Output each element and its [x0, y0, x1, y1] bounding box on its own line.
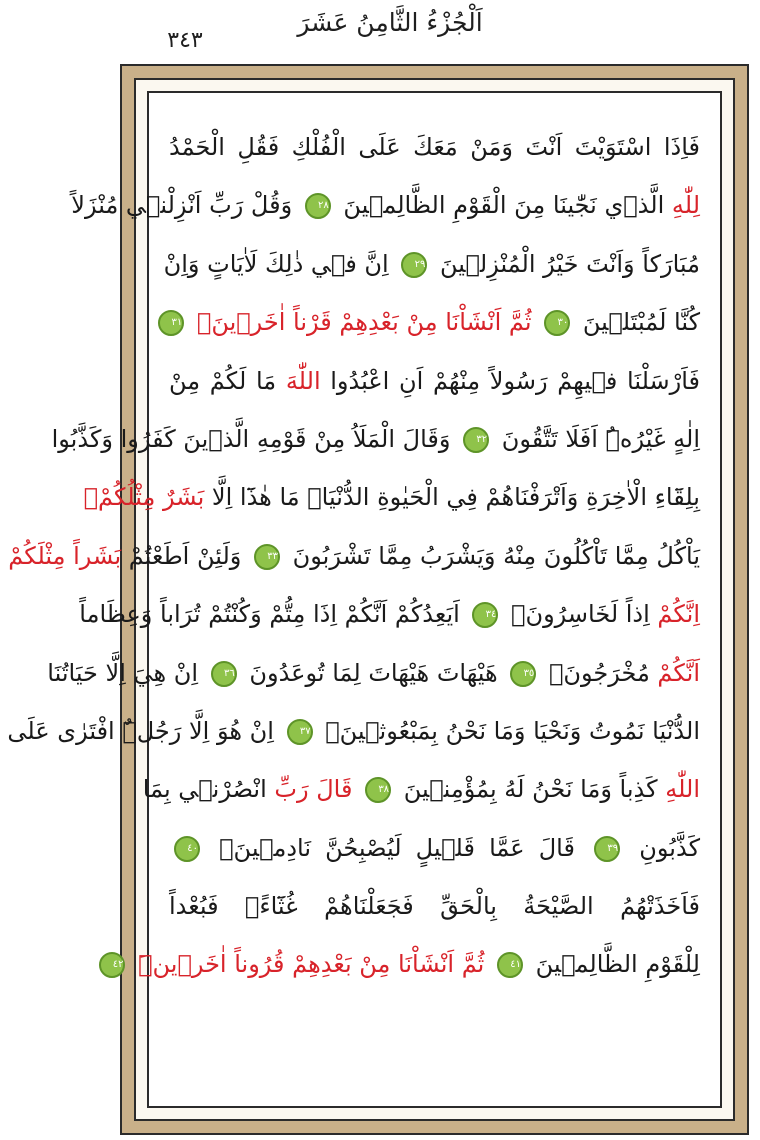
ayah-number-marker: ٣٤	[472, 602, 498, 628]
verse-text: هَيْهَاتَ هَيْهَاتَ لِمَا تُوعَدُونَ	[241, 658, 506, 687]
verse-text: بِلِقَٓاءِ الْاٰخِرَةِ وَاَتْرَفْنَاهُمْ فِي الْحَيٰوةِ الدُّنْيَاۙ مَا هٰذَٓا اِلَّا	[204, 483, 700, 512]
ayah-number-marker: ٣٦	[211, 661, 237, 687]
verse-text: كَذِباً وَمَا نَحْنُ لَهُ بِمُؤْمِن۪ينَ	[396, 775, 666, 804]
verse-text: كَذَّبُونِ	[625, 833, 701, 862]
verse-text: اِنَّ ف۪ي ذٰلِكَ لَاٰيَاتٍ وَاِنْ	[163, 249, 397, 278]
ayah-number-marker: ٣٢	[463, 427, 489, 453]
text-panel	[7, 91, 722, 1108]
page-frame-inner	[7, 78, 735, 1121]
ayah-number-marker: ٣٣	[254, 544, 280, 570]
ayah-number-marker: ٣٠	[544, 310, 570, 336]
verse-text: اِذاً لَخَاسِرُونَۙ	[503, 600, 658, 629]
ayah-number-marker: ٣٩	[594, 836, 620, 862]
highlighted-verse-text: لِلّٰهِ	[671, 191, 700, 220]
verse-line	[163, 235, 700, 293]
verse-text: اَيَعِدُكُمْ اَنَّكُمْ اِذَا مِتُّمْ وَكُنْتُمْ تُرَاباً وَعِظَاماً	[79, 600, 468, 629]
verse-line	[169, 352, 700, 410]
verse-text: وَقَالَ الْمَلَاُ مِنْ قَوْمِهِ الَّذ۪ينَ كَفَرُوا وَكَذَّبُوا	[51, 424, 459, 453]
ayah-number-marker: ٣٧	[287, 719, 313, 745]
page-frame	[7, 64, 749, 1135]
verse-text: وَلَئِنْ اَطَعْتُمْ	[121, 541, 250, 570]
ayah-number-marker: ٤١	[497, 952, 523, 978]
verse-text: وَقُلْ رَبِّ اَنْزِلْن۪ي مُنْزَلاً	[71, 191, 300, 220]
verse-text: مُبَارَكاً وَاَنْتَ خَيْرُ الْمُنْزِل۪ينَ	[432, 249, 700, 278]
verse-line	[169, 819, 700, 877]
highlighted-verse-text: قَالَ رَبِّ	[274, 775, 361, 804]
highlighted-verse-text: بَشَرٌ مِثْلُكُمْۙ	[83, 483, 205, 512]
highlighted-verse-text: اِنَّكُمْ	[657, 600, 700, 629]
ayah-number-marker: ٣١	[158, 310, 184, 336]
ayah-number-marker: ٣٥	[510, 661, 536, 687]
verse-line	[71, 176, 700, 234]
ayah-number-marker: ٢٩	[401, 252, 427, 278]
highlighted-verse-text: بَشَراً مِثْلَكُمْ	[8, 541, 122, 570]
verse-text: الَّذ۪ي نَجّٰينَا مِنَ الْقَوْمِ الظَّالِم۪ينَ	[335, 191, 672, 220]
verse-line	[112, 935, 700, 993]
verse-text: الدُّنْيَا نَمُوتُ وَنَحْيَا وَمَا نَحْنُ بِمَبْعُوث۪ينَۙ	[317, 716, 700, 745]
verse-line	[47, 644, 700, 702]
verse-line	[8, 527, 700, 585]
verse-line	[79, 585, 700, 643]
verse-line	[169, 293, 700, 351]
page-header	[0, 0, 760, 62]
verse-text: لِلْقَوْمِ الظَّالِم۪ينَ	[528, 950, 700, 979]
verse-text: انْصُرْن۪ي بِمَا	[142, 775, 275, 804]
highlighted-verse-text: ثُمَّ اَنْشَاْنَا مِنْ بَعْدِهِمْ قُرُوناً اٰخَر۪ينَۜ	[130, 950, 492, 979]
verse-text: يَاْكُلُ مِمَّا تَاْكُلُونَ مِنْهُ وَيَشْرَبُ مِمَّا تَشْرَبُونَ	[285, 541, 700, 570]
verse-line	[142, 760, 700, 818]
verse-text: فَاِذَا اسْتَوَيْتَ اَنْتَ وَمَنْ مَعَكَ عَلَى الْفُلْكِ فَقُلِ الْحَمْدُ	[169, 133, 700, 161]
verse-text: قَالَ عَمَّا قَل۪يلٍ لَيُصْبِحُنَّ نَادِم۪ينَۚ	[205, 833, 590, 862]
verse-line	[169, 877, 700, 935]
highlighted-verse-text: اللّٰهِ	[665, 775, 700, 804]
verse-text: مُخْرَجُونَۙ	[541, 658, 658, 687]
ayah-number-marker: ٤٢	[99, 952, 125, 978]
verse-text: اِنْ هِيَ اِلَّا حَيَاتُنَا	[47, 658, 206, 687]
verse-text: اِلٰهٍ غَيْرُهُۜ اَفَلَا تَتَّقُونَ	[494, 424, 700, 453]
ayah-number-marker: ٤٠	[174, 836, 200, 862]
verse-text: فَاَخَذَتْهُمُ الصَّيْحَةُ بِالْحَقِّ فَجَعَلْنَاهُمْ غُثَٓاءًۚ فَبُعْداً	[169, 892, 700, 921]
verse-text: مَا لَكُمْ مِنْ	[169, 366, 286, 395]
page-number: ٣٤٣	[167, 28, 203, 53]
verse-line	[7, 702, 700, 760]
juz-title: اَلْجُزْءُ الثَّامِنُ عَشَرَ	[297, 8, 483, 37]
highlighted-verse-text: ثُمَّ اَنْشَاْنَا مِنْ بَعْدِهِمْ قَرْناً اٰخَر۪ينَۚ	[189, 308, 540, 337]
verse-line	[51, 410, 700, 468]
verse-line	[169, 118, 700, 176]
highlighted-verse-text: اَنَّكُمْ	[657, 658, 700, 687]
ayah-number-marker: ٣٨	[365, 777, 391, 803]
verse-text: اِنْ هُوَ اِلَّا رَجُلٌۨ افْتَرٰى عَلَى	[7, 716, 282, 745]
ayah-number-marker: ٢٨	[305, 193, 331, 219]
highlighted-verse-text: اللّٰهَ	[285, 366, 321, 395]
verse-lines	[7, 118, 701, 994]
verse-text: كُنَّا لَمُبْتَل۪ينَ	[575, 308, 700, 337]
verse-text: فَاَرْسَلْنَا ف۪يهِمْ رَسُولاً مِنْهُمْ اَنِ اعْبُدُوا	[320, 366, 700, 395]
verse-line	[83, 468, 700, 526]
